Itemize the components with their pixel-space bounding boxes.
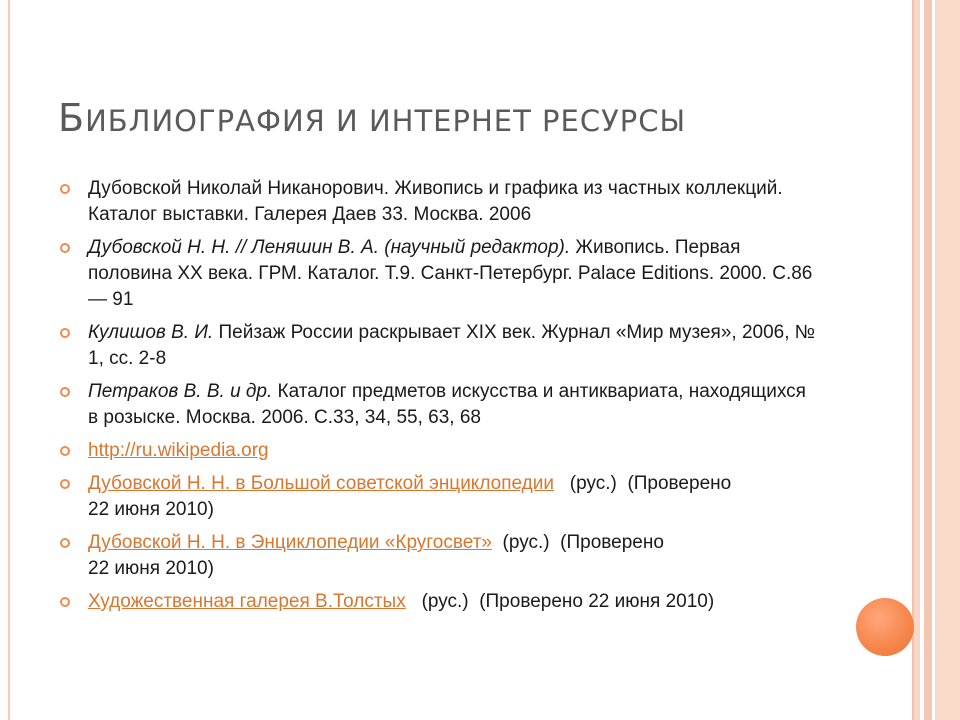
bullet-icon xyxy=(60,387,70,397)
list-item xyxy=(58,589,818,615)
item-author: Кулишов В. И. xyxy=(88,322,214,343)
item-note: (Проверено 22 июня 2010) xyxy=(479,591,715,612)
item-author: Дубовской Н. Н. // Леняшин В. А. (научный редактор). xyxy=(88,237,571,258)
bullet-icon xyxy=(60,184,70,194)
item-author: Петраков В. В. и др. xyxy=(88,381,273,402)
list-item xyxy=(58,235,818,313)
bullet-icon xyxy=(60,479,70,489)
bibliography-list xyxy=(58,176,818,622)
item-text: Пейзаж России раскрывает XIX век. Журнал «Мир музея», 2006, № 1, сс. 2-8 xyxy=(88,322,816,369)
krugosvet-link[interactable]: Дубовской Н. Н. в Энциклопедии «Кругосвет» xyxy=(88,532,492,553)
title-rest: ИБЛИОГРАФИЯ И ИНТЕРНЕТ РЕСУРСЫ xyxy=(85,104,687,138)
bullet-icon xyxy=(60,597,70,607)
decor-orb xyxy=(856,598,914,656)
bullet-icon xyxy=(60,328,70,338)
bullet-icon xyxy=(60,538,70,548)
list-item xyxy=(58,471,818,523)
item-note: (Проверено xyxy=(560,532,664,553)
item-text: Дубовской Николай Никанорович. Живопись и графика из частных коллекций. Каталог выставки. Галерея Даев 33. Москва. 2006 xyxy=(88,178,783,225)
decor-stripe xyxy=(924,0,932,720)
item-note: (Проверено xyxy=(627,473,732,494)
item-lang: (рус.) xyxy=(502,532,550,553)
left-frame-line xyxy=(8,0,10,720)
bullet-icon xyxy=(60,243,70,253)
item-lang: (рус.) xyxy=(421,591,469,612)
gallery-link[interactable]: Художественная галерея В.Толстых xyxy=(88,591,406,612)
wikipedia-link[interactable]: http://ru.wikipedia.org xyxy=(88,440,269,461)
decor-stripe xyxy=(935,0,960,720)
bullet-icon xyxy=(60,446,70,456)
item-note-date: 22 июня 2010) xyxy=(88,499,214,520)
title-initial: Б xyxy=(58,96,86,140)
list-item xyxy=(58,438,818,464)
item-note-date: 22 июня 2010) xyxy=(88,558,214,579)
slide-title xyxy=(58,96,686,140)
item-text: Каталог предметов искусства и антиквариата, находящихся в розыске. Москва. 2006. С.33, 34, 55, 63, 68 xyxy=(88,381,806,428)
list-item xyxy=(58,530,818,582)
bse-encyclopedia-link[interactable]: Дубовской Н. Н. в Большой советской энциклопедии xyxy=(88,473,554,494)
list-item xyxy=(58,176,818,228)
item-text: Живопись. Первая половина XX века. ГРМ. Каталог. Т.9. Санкт-Петербург. Palace Editions. 2000. С.86 — 91 xyxy=(88,237,813,310)
list-item xyxy=(58,379,818,431)
item-lang: (рус.) xyxy=(569,473,617,494)
list-item xyxy=(58,320,818,372)
